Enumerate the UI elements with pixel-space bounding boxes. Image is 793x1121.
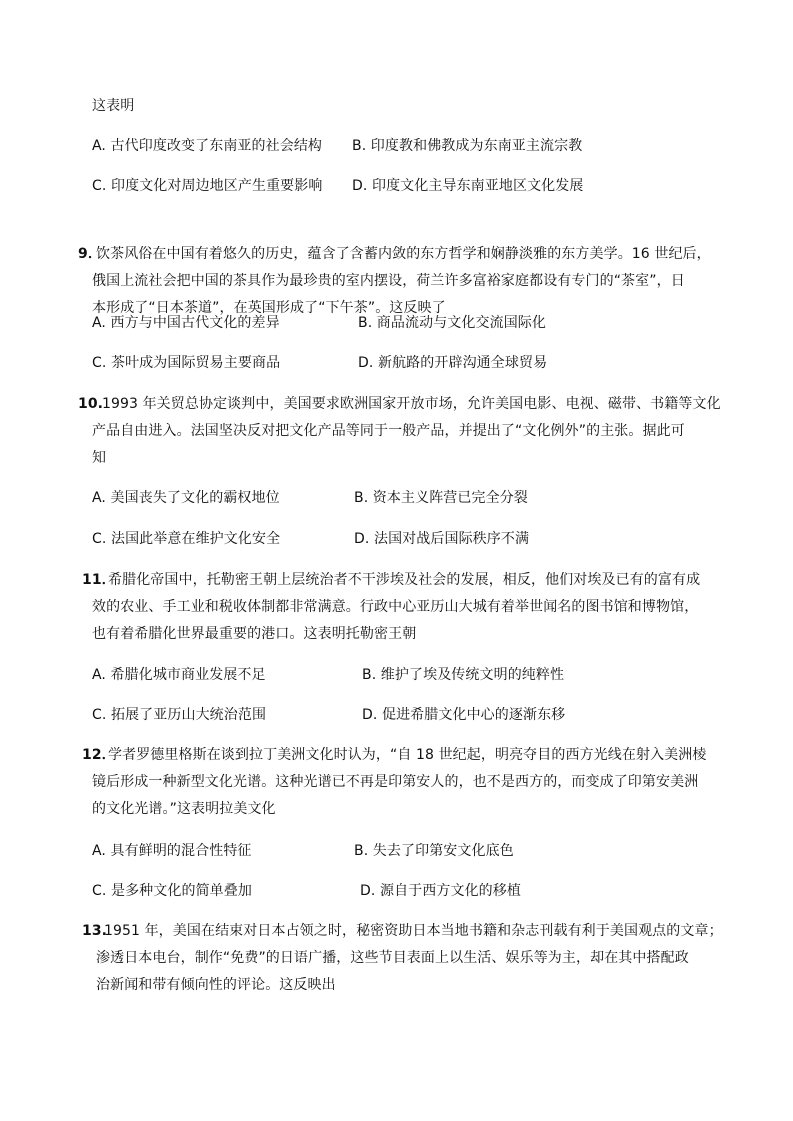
q8-option-a: A. 古代印度改变了东南亚的社会结构	[92, 138, 323, 154]
q12-number: 12．	[82, 747, 116, 763]
q9-option-a: A. 西方与中国古代文化的差异	[92, 315, 280, 331]
q11-stem-line-1: 希腊化帝国中，托勒密王朝上层统治者不干涉埃及社会的发展，相反，他们对埃及已有的富有成	[108, 572, 701, 588]
q11-option-c: C. 拓展了亚历山大统治范围	[92, 707, 267, 723]
q11-option-d: D. 促进希腊文化中心的逐渐东移	[362, 707, 566, 723]
q10-number: 10.	[78, 396, 104, 412]
q10-option-c: C. 法国此举意在维护文化安全	[92, 531, 281, 547]
q12-option-b: B. 失去了印第安文化底色	[354, 843, 514, 859]
q13-stem-line-3: 治新闻和带有倾向性的评论。这反映出	[96, 977, 336, 993]
q10-option-a: A. 美国丧失了文化的霸权地位	[92, 490, 280, 506]
q13-number: 13.	[82, 923, 108, 939]
q12-option-d: D. 源自于西方文化的移植	[360, 883, 521, 899]
q13-stem-line-1: 1951 年，美国在结束对日本占领之时，秘密资助日本当地书籍和杂志刊载有利于美国观点的文章；	[104, 923, 723, 939]
q10-option-b: B. 资本主义阵营已完全分裂	[354, 490, 528, 506]
q10-stem-line-2: 产品自由进入。法国坚决反对把文化产品等同于一般产品，并提出了“文化例外”的主张。据此可	[92, 423, 685, 439]
q11-stem-line-2: 效的农业、手工业和税收体制都非常满意。行政中心亚历山大城有着举世闻名的图书馆和博物馆，	[92, 599, 699, 615]
q11-option-a: A. 希腊化城市商业发展不足	[92, 667, 266, 683]
q12-stem-line-3: 的文化光谱。”这表明拉美文化	[92, 801, 276, 817]
q11-option-b: B. 维护了埃及传统文明的纯粹性	[362, 667, 565, 683]
q9-stem-line-3: 本形成了“日本茶道”，在英国形成了“下午茶”。这反映了	[92, 300, 446, 316]
q9-option-c: C. 茶叶成为国际贸易主要商品	[92, 355, 281, 371]
q8-option-d: D. 印度文化主导东南亚地区文化发展	[352, 178, 584, 194]
q9-option-b: B. 商品流动与文化交流国际化	[358, 315, 547, 331]
q9-number: 9．	[78, 246, 102, 262]
q10-stem-line-1: 1993 年关贸总协定谈判中，美国要求欧洲国家开放市场，允许美国电影、电视、磁带、书籍等文化	[102, 396, 721, 412]
q13-stem-line-2: 渗透日本电台，制作“免费”的日语广播，这些节目表面上以生活、娱乐等为主，却在其中搭配政	[96, 950, 689, 966]
q8-option-c: C. 印度文化对周边地区产生重要影响	[92, 178, 323, 194]
q10-stem-line-3: 知	[92, 450, 107, 466]
q12-option-a: A. 具有鲜明的混合性特征	[92, 843, 252, 859]
q9-stem-line-2: 俄国上流社会把中国的茶具作为最珍贵的室内摆设，荷兰许多富裕家庭都设有专门的“茶室”，日	[92, 273, 685, 289]
q12-stem-line-1: 学者罗德里格斯在谈到拉丁美洲文化时认为，“自 18 世纪起，明亮夺目的西方光线在射入美洲棱	[108, 747, 707, 763]
q12-stem-line-2: 镜后形成一种新型文化光谱。这种光谱已不再是印第安人的，也不是西方的，而变成了印第安美洲	[92, 774, 699, 790]
q9-stem-line-1: 饮茶风俗在中国有着悠久的历史，蕴含了含蓄内敛的东方哲学和娴静淡雅的东方美学。16 世纪后，	[96, 246, 711, 262]
q8-stem-tail: 这表明	[92, 98, 135, 114]
q8-option-b: B. 印度教和佛教成为东南亚主流宗教	[352, 138, 583, 154]
q10-option-d: D. 法国对战后国际秩序不满	[354, 531, 530, 547]
q9-option-d: D. 新航路的开辟沟通全球贸易	[358, 355, 548, 371]
q12-option-c: C. 是多种文化的简单叠加	[92, 883, 252, 899]
q11-stem-line-3: 也有着希腊化世界最重要的港口。这表明托勒密王朝	[92, 626, 417, 642]
q11-number: 11．	[82, 572, 116, 588]
